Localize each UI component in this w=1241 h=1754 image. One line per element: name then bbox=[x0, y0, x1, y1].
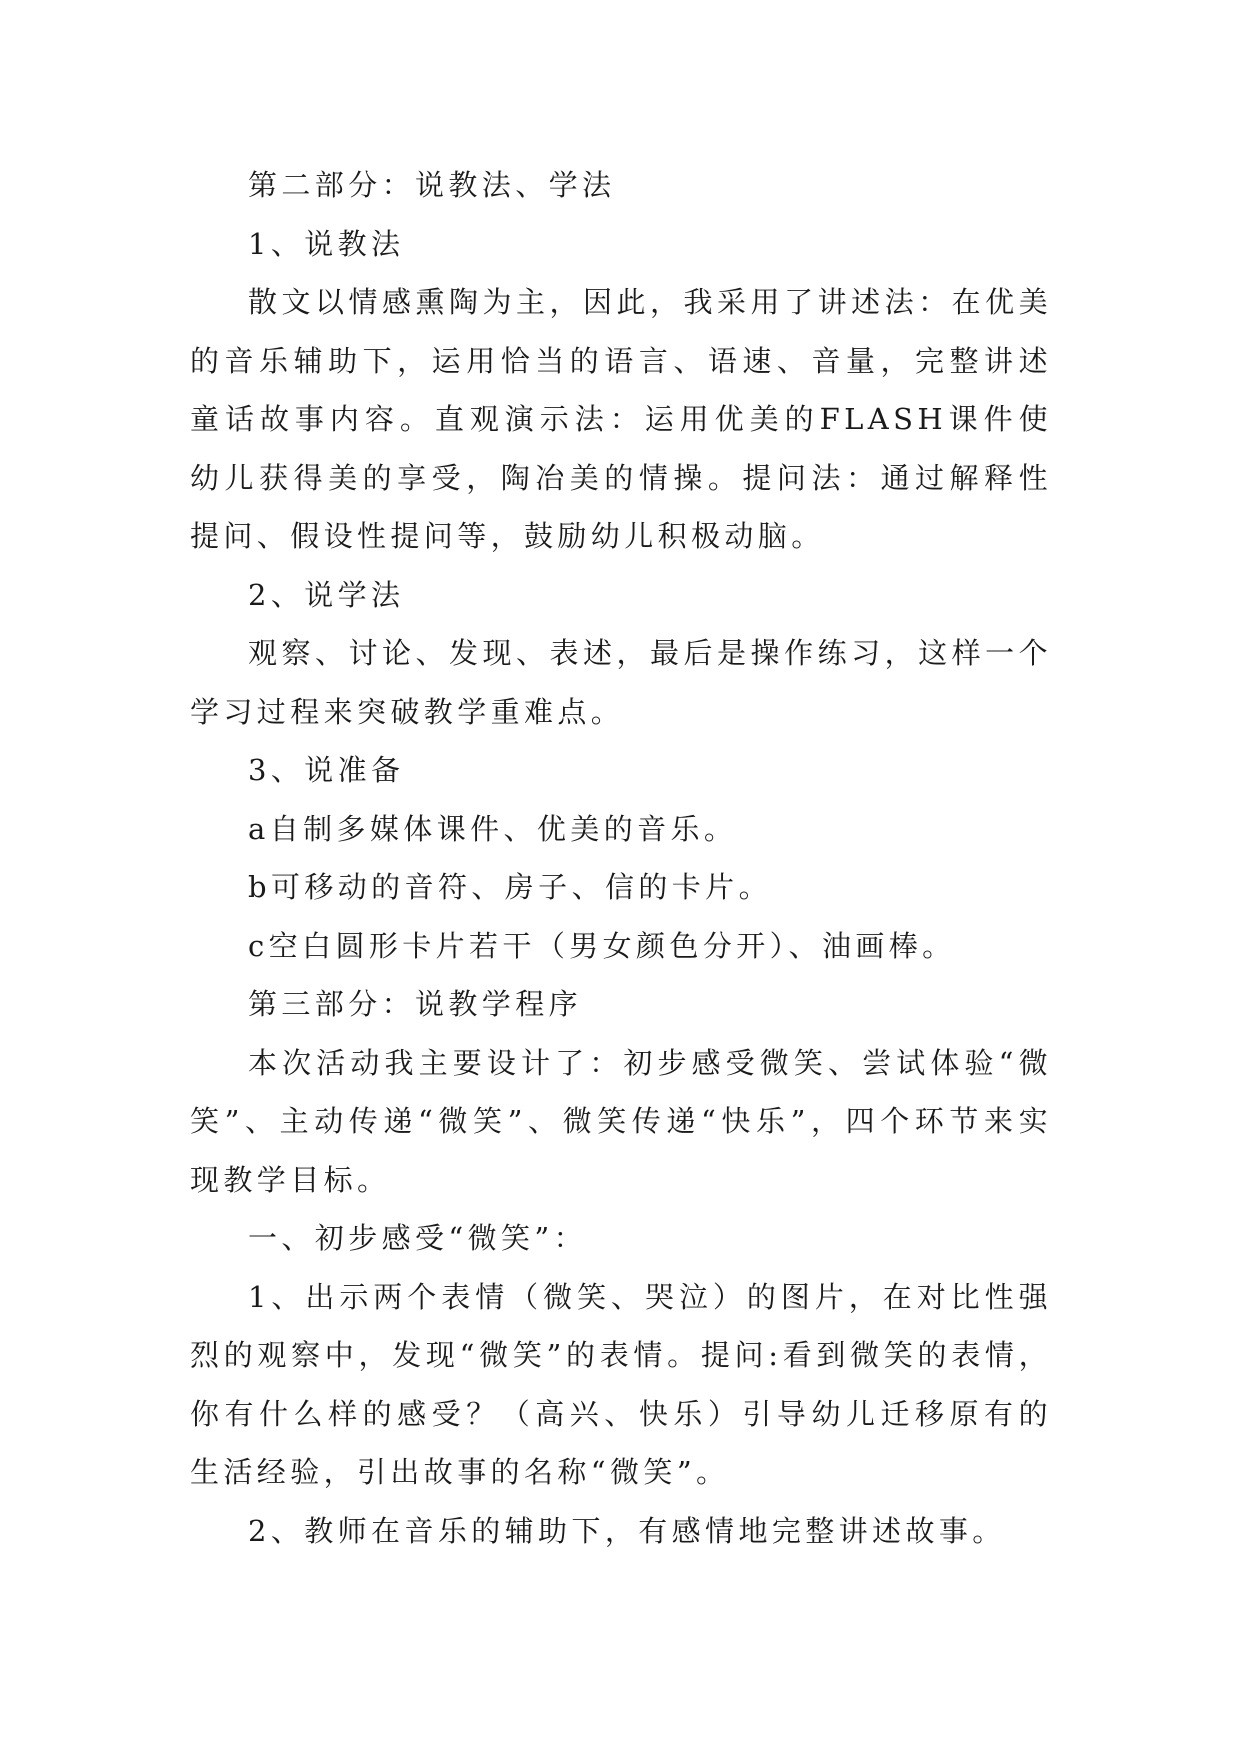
paragraph-step-one-item-1: 1、出示两个表情（微笑、哭泣）的图片，在对比性强烈的观察中，发现“微笑”的表情。提问:看到微笑的表情，你有什么样的感受？（高兴、快乐）引导幼儿迁移原有的生活经验，引出故事的名称“微笑”。 bbox=[190, 1279, 1052, 1489]
subheading-learning-method: 2、说学法 bbox=[248, 577, 405, 612]
list-item-preparation-b: b可移动的音符、房子、信的卡片。 bbox=[248, 870, 772, 904]
document-body bbox=[190, 156, 1052, 1560]
subheading-step-one: 一、初步感受“微笑”： bbox=[248, 1221, 588, 1255]
paragraph-teaching-method: 散文以情感熏陶为主，因此，我采用了讲述法：在优美的音乐辅助下，运用恰当的语言、语速、音量，完整讲述童话故事内容。直观演示法：运用优美的FLASH课件使幼儿获得美的享受，陶冶美的情操。提问法：通过解释性提问、假设性提问等，鼓励幼儿积极动脑。 bbox=[190, 285, 1052, 553]
paragraph-step-one-item-2: 2、教师在音乐的辅助下，有感情地完整讲述故事。 bbox=[248, 1513, 1006, 1548]
list-item-preparation-c: c空白圆形卡片若干（男女颜色分开）、油画棒。 bbox=[248, 928, 956, 963]
section-heading-part-three: 第三部分：说教学程序 bbox=[248, 987, 583, 1021]
paragraph-learning-method: 观察、讨论、发现、表述，最后是操作练习，这样一个学习过程来突破教学重难点。 bbox=[190, 636, 1052, 729]
subheading-preparation: 3、说准备 bbox=[248, 753, 405, 787]
subheading-teaching-method: 1、说教法 bbox=[248, 226, 405, 261]
list-item-preparation-a: a自制多媒体课件、优美的音乐。 bbox=[248, 811, 738, 846]
paragraph-activity-design: 本次活动我主要设计了：初步感受微笑、尝试体验“微笑”、主动传递“微笑”、微笑传递“快乐”，四个环节来实现教学目标。 bbox=[190, 1045, 1052, 1197]
section-heading-part-two: 第二部分：说教法、学法 bbox=[248, 168, 616, 202]
